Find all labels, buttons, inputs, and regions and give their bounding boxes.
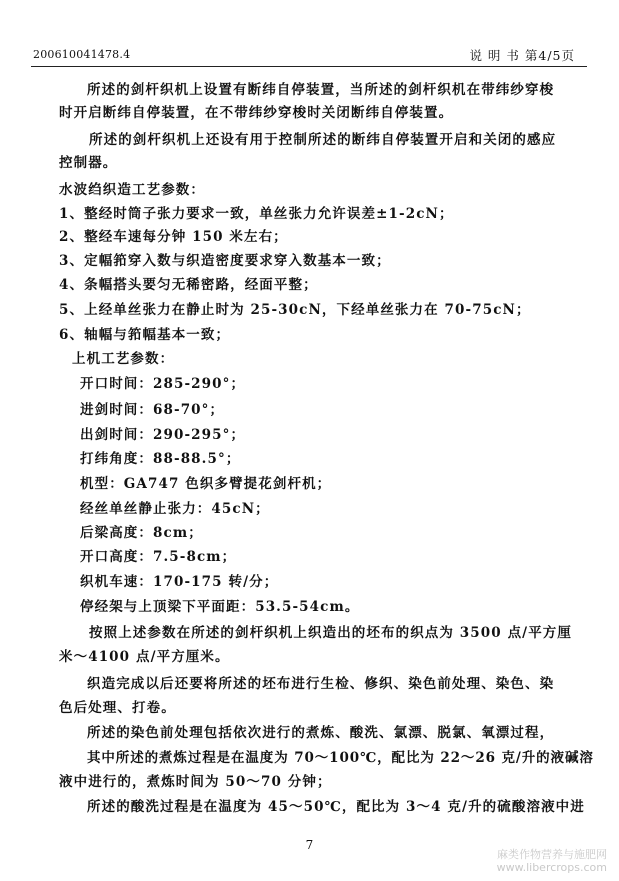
paragraph-line: 时开启断纬自停装置，在不带纬纱穿梭时关闭断纬自停装置。: [59, 105, 454, 121]
paragraph-line: 按照上述参数在所述的剑杆织机上织造出的坯布的织点为 3500 点/平方厘: [89, 625, 573, 641]
paragraph-line: 所述的酸洗过程是在温度为 45～50℃，配比为 3～4 克/升的硫酸溶液中进: [87, 799, 585, 815]
section-heading: 水波绉织造工艺参数：: [59, 182, 205, 198]
paragraph-line: 所述的剑杆织机上还设有用于控制所述的断纬自停装置开启和关闭的感应: [89, 132, 557, 148]
watermark-url: www.libercrops.com: [496, 861, 607, 874]
paragraph-line: 液中进行的，煮炼时间为 50～70 分钟；: [59, 774, 332, 790]
paragraph-line: 所述的剑杆织机上设置有断纬自停装置，当所述的剑杆织机在带纬纱穿梭: [87, 82, 555, 98]
list-item: 4、条幅搭头要匀无稀密路，经面平整；: [59, 277, 318, 293]
paragraph-line: 所述的染色前处理包括依次进行的煮炼、酸洗、氯漂、脱氯、氧漂过程，: [87, 725, 555, 741]
list-item: 1、整经时筒子张力要求一致，单丝张力允许误差±1-2cN；: [59, 206, 454, 222]
parameter-item: 进剑时间：68-70°；: [80, 402, 225, 418]
paragraph-line: 织造完成以后还要将所述的坯布进行生检、修织、染色前处理、染色、染: [87, 676, 555, 692]
paragraph-line: 色后处理、打卷。: [59, 700, 176, 716]
document-type: 说 明 书: [469, 48, 520, 63]
document-header-title: [469, 46, 575, 64]
parameter-item: 织机车速：170-175 转/分；: [80, 574, 279, 590]
patent-application-number: 200610041478.4: [33, 48, 131, 61]
watermark-site-name: 麻类作物营养与施肥网: [497, 848, 607, 861]
parameter-item: 经丝单丝静止张力：45cN；: [80, 501, 270, 517]
paragraph-line: 其中所述的煮炼过程是在温度为 70～100℃，配比为 22～26 克/升的液碱溶: [87, 750, 594, 766]
list-item: 2、整经车速每分钟 150 米左右；: [59, 229, 288, 245]
paragraph-line: 米～4100 点/平方厘米。: [59, 649, 230, 665]
watermark: [497, 848, 607, 874]
paragraph-line: 控制器。: [59, 155, 118, 171]
parameter-item: 开口高度：7.5-8cm；: [80, 549, 237, 565]
parameter-item: 停经架与上顶梁下平面距：53.5-54cm。: [80, 599, 360, 615]
parameter-item: 打纬角度：88-88.5°；: [80, 451, 241, 467]
parameter-item: 出剑时间：290-295°；: [80, 427, 246, 443]
header-divider: [31, 66, 587, 67]
parameter-item: 后梁高度：8cm；: [80, 525, 203, 541]
list-item: 3、定幅筘穿入数与织造密度要求穿入数基本一致；: [59, 253, 391, 269]
parameter-item: 开口时间：285-290°；: [80, 376, 246, 392]
section-heading: 上机工艺参数：: [72, 351, 175, 367]
page-indicator: 第4/5页: [524, 48, 575, 63]
list-item: 5、上经单丝张力在静止时为 25-30cN，下经单丝张力在 70-75cN；: [59, 302, 531, 318]
parameter-item: 机型：GA747 色织多臂提花剑杆机；: [80, 476, 332, 492]
list-item: 6、轴幅与筘幅基本一致；: [59, 327, 231, 343]
page-number: 7: [305, 838, 314, 852]
